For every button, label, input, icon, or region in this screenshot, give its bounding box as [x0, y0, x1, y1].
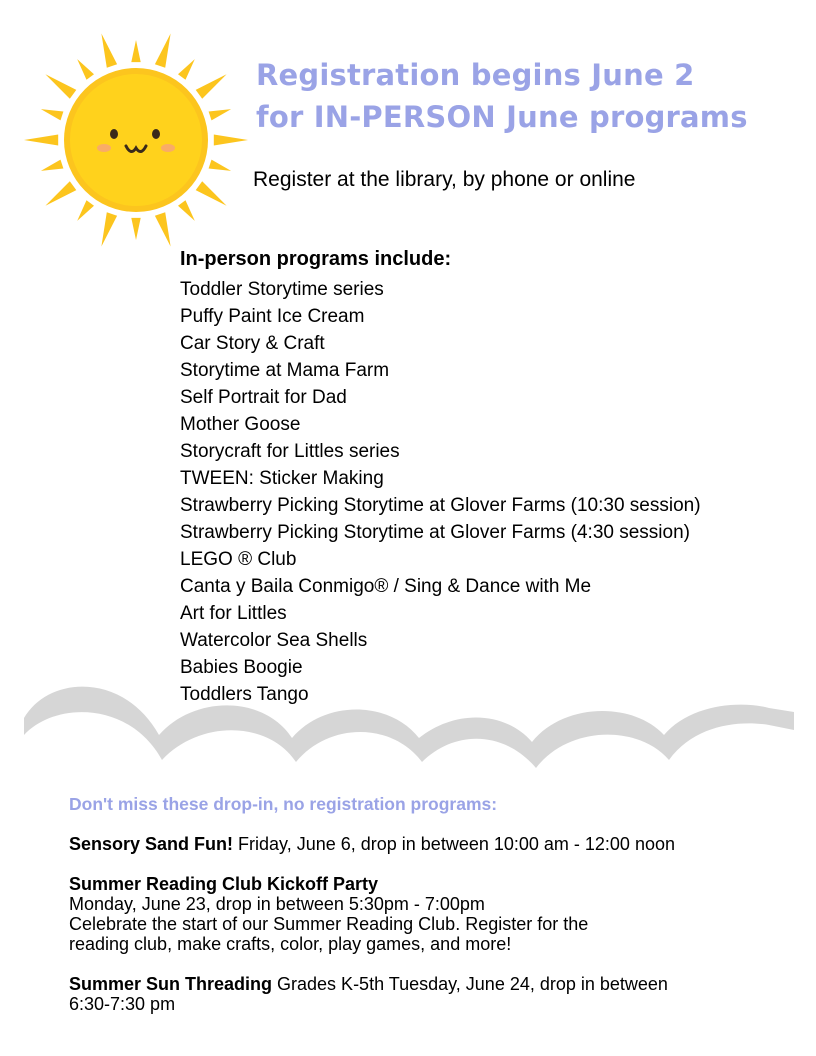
- list-item: Toddler Storytime series: [180, 279, 384, 300]
- headline-line-1: Registration begins June 2: [256, 58, 695, 92]
- sun-ray: [178, 200, 195, 221]
- event-name: Summer Sun Threading: [69, 974, 273, 994]
- list-item: TWEEN: Sticker Making: [180, 468, 384, 489]
- register-subheading: Register at the library, by phone or online: [253, 168, 636, 191]
- list-item: Babies Boogie: [180, 657, 303, 678]
- event-sun-threading: [69, 974, 789, 1014]
- cloud-border: [24, 680, 794, 780]
- sun-ray: [45, 74, 76, 99]
- sun-ray: [41, 160, 64, 171]
- sun-ray: [101, 34, 117, 68]
- list-item: Puffy Paint Ice Cream: [180, 306, 365, 327]
- list-item: Mother Goose: [180, 414, 301, 435]
- list-item: Strawberry Picking Storytime at Glover Farms (4:30 session): [180, 522, 690, 543]
- sun-ray: [178, 59, 195, 80]
- sun-ray: [41, 109, 64, 120]
- sun-ray: [155, 212, 171, 246]
- dropin-title: Don't miss these drop-in, no registration programs:: [69, 794, 498, 814]
- sun-ray: [24, 135, 58, 146]
- event-name: Sensory Sand Fun!: [69, 834, 234, 854]
- sun-ray: [77, 200, 94, 221]
- event-description: reading club, make crafts, color, play games, and more!: [69, 934, 512, 954]
- sun-ray: [155, 34, 171, 68]
- list-item: Self Portrait for Dad: [180, 387, 347, 408]
- sun-ray: [209, 109, 232, 120]
- list-item: Strawberry Picking Storytime at Glover Farms (10:30 session): [180, 495, 701, 516]
- programs-heading: In-person programs include:: [180, 248, 452, 270]
- registration-headline: [256, 54, 748, 138]
- dropin-section: [69, 794, 789, 1034]
- smiling-sun-icon: [22, 26, 250, 254]
- sun-ray: [209, 160, 232, 171]
- list-item: Watercolor Sea Shells: [180, 630, 368, 651]
- event-description: Celebrate the start of our Summer Reading Club. Register for the: [69, 914, 589, 934]
- list-item: Storytime at Mama Farm: [180, 360, 390, 381]
- list-item: Canta y Baila Conmigo® / Sing & Dance with Me: [180, 576, 592, 597]
- list-item: Art for Littles: [180, 603, 287, 624]
- sun-ray: [101, 212, 117, 246]
- sun-ray: [77, 59, 94, 80]
- event-name: Summer Reading Club Kickoff Party: [69, 874, 379, 894]
- list-item: Car Story & Craft: [180, 333, 325, 354]
- list-item: Storycraft for Littles series: [180, 441, 400, 462]
- event-date: Monday, June 23, drop in between 5:30pm - 7:00pm: [69, 894, 485, 914]
- event-time: 6:30-7:30 pm: [69, 994, 176, 1014]
- programs-section: [180, 248, 701, 708]
- headline-line-2: for IN-PERSON June programs: [256, 100, 748, 134]
- event-sensory-sand: [69, 834, 789, 854]
- sun-ray: [214, 135, 248, 146]
- list-item: Toddlers Tango: [180, 684, 309, 705]
- event-details: Friday, June 6, drop in between 10:00 am - 12:00 noon: [233, 834, 675, 854]
- event-reading-club-kickoff: [69, 874, 789, 954]
- sun-ray: [196, 181, 227, 206]
- sun-ray: [131, 218, 140, 240]
- programs-list: [180, 276, 701, 708]
- sun-ray: [131, 40, 140, 62]
- sun-ray: [45, 181, 76, 206]
- event-details: Grades K-5th Tuesday, June 24, drop in between: [272, 974, 668, 994]
- list-item: LEGO ® Club: [180, 549, 297, 570]
- sun-ray: [196, 74, 227, 99]
